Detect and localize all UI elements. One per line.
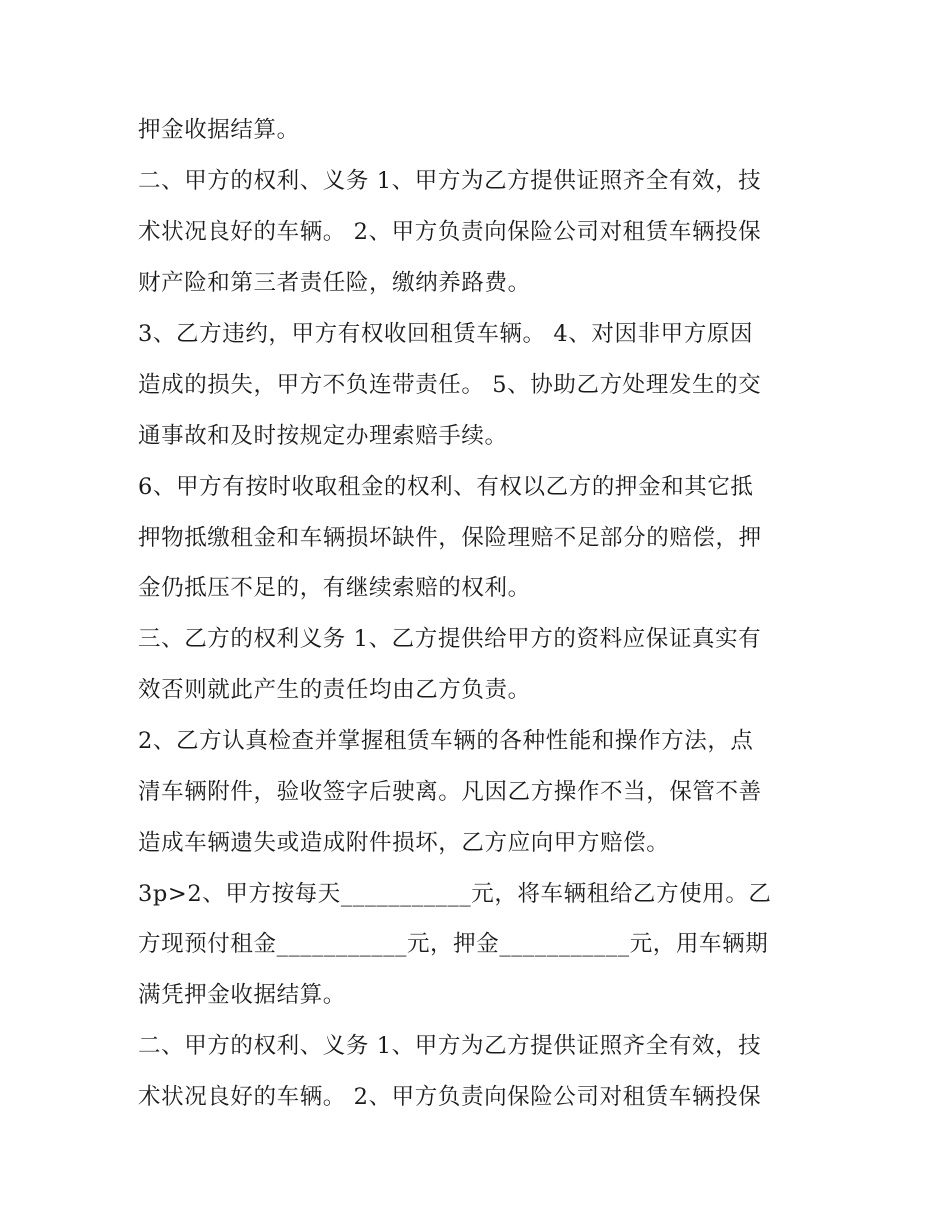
text-line: 财产险和第三者责任险，缴纳养路费。	[138, 270, 531, 296]
text-line: 效否则就此产生的责任均由乙方负责。	[138, 677, 531, 703]
text-line: 3、乙方违约，甲方有权收回租赁车辆。 4、对因非甲方原因	[138, 321, 754, 347]
text-line: 满凭押金收据结算。	[138, 982, 346, 1008]
text-line: 二、甲方的权利、义务 1、甲方为乙方提供证照齐全有效，技	[138, 1033, 762, 1059]
text-line: 三、乙方的权利义务 1、乙方提供给甲方的资料应保证真实有	[138, 626, 762, 652]
text-line: 押金收据结算。	[138, 117, 300, 143]
text-line: 6、甲方有按时收取租金的权利、有权以乙方的押金和其它抵	[138, 474, 754, 500]
text-line: 方现预付租金___________元，押金___________元，用车辆期	[138, 931, 769, 957]
text-line: 清车辆附件，验收签字后驶离。凡因乙方操作不当，保管不善	[138, 779, 762, 805]
text-line: 造成车辆遗失或造成附件损坏，乙方应向甲方赔偿。	[138, 830, 670, 856]
text-line: 2、乙方认真检查并掌握租赁车辆的各种性能和操作方法，点	[138, 728, 754, 754]
text-line: 二、甲方的权利、义务 1、甲方为乙方提供证照齐全有效，技	[138, 168, 762, 194]
text-line: 造成的损失，甲方不负连带责任。 5、协助乙方处理发生的交	[138, 372, 762, 398]
text-line: 术状况良好的车辆。 2、甲方负责向保险公司对租赁车辆投保	[138, 1084, 762, 1110]
text-line: 金仍抵压不足的，有继续索赔的权利。	[138, 575, 531, 601]
text-line: 3p>2、甲方按每天___________元，将车辆租给乙方使用。乙	[138, 881, 772, 907]
text-line: 术状况良好的车辆。 2、甲方负责向保险公司对租赁车辆投保	[138, 219, 762, 245]
text-line: 押物抵缴租金和车辆损坏缺件，保险理赔不足部分的赔偿，押	[138, 525, 762, 551]
text-line: 通事故和及时按规定办理索赔手续。	[138, 423, 508, 449]
